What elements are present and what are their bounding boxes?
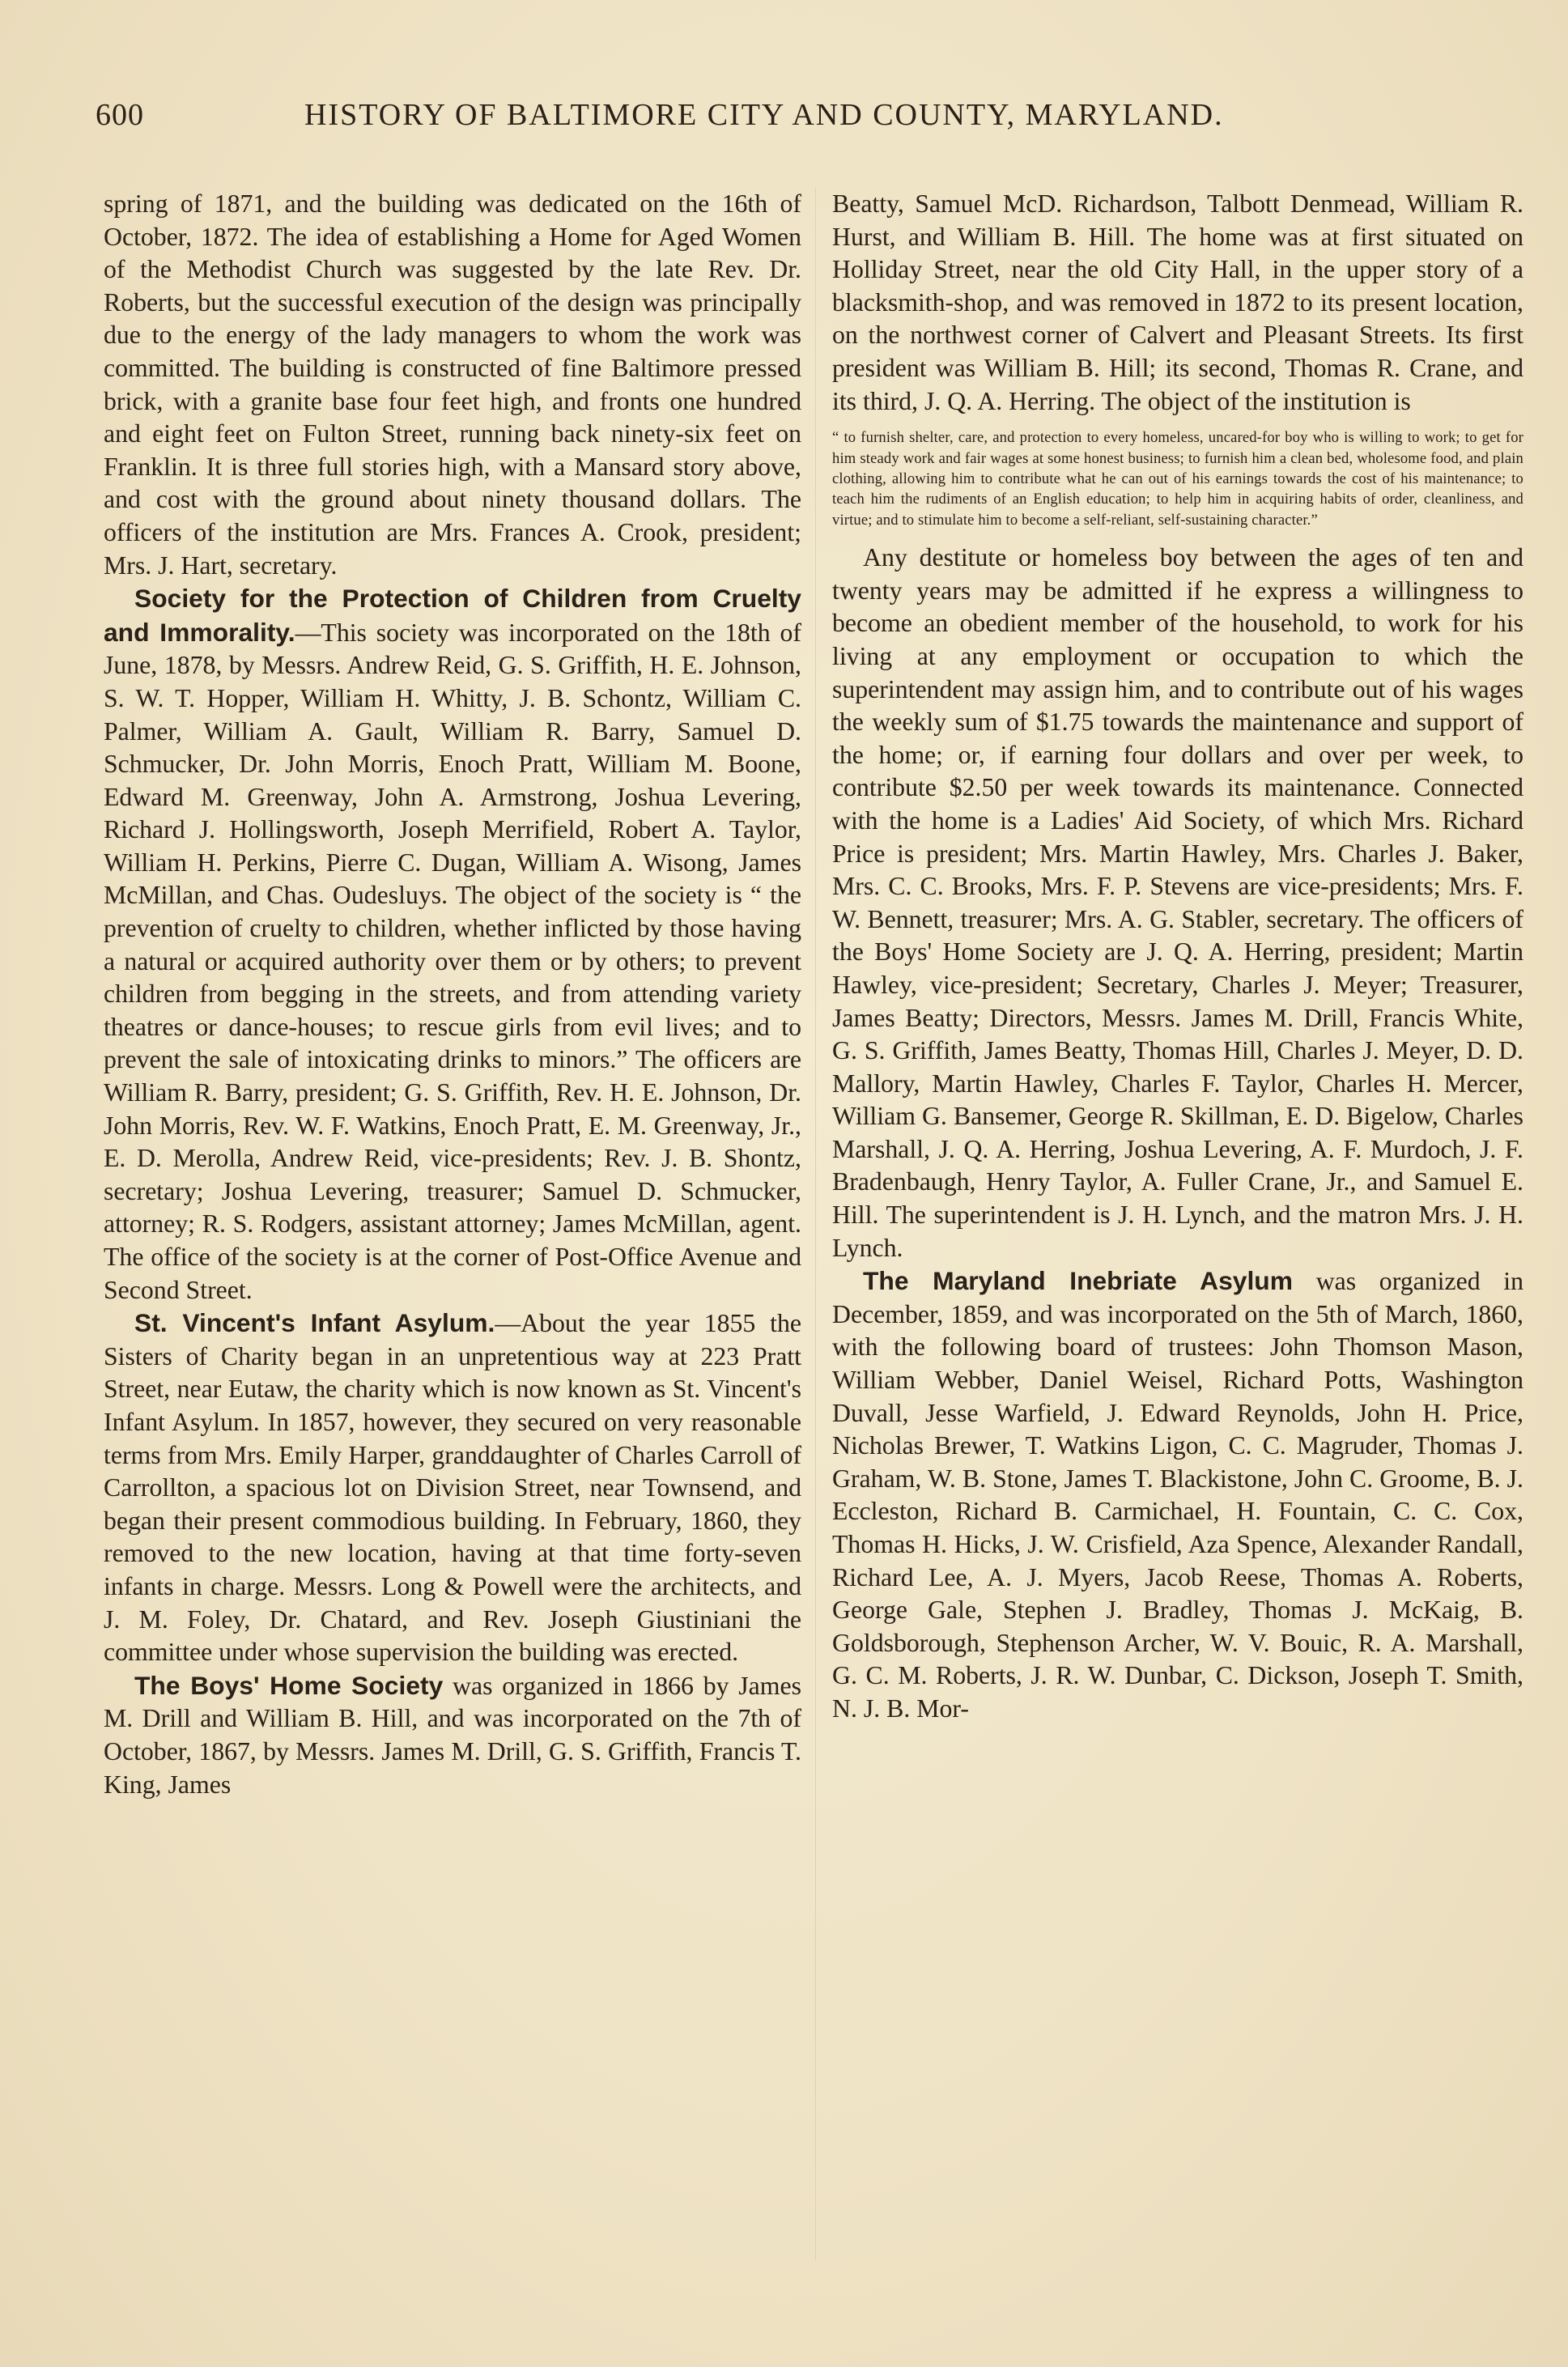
paragraph-body: —This society was incorporated on the 18th of June, 1878, by Messrs. Andrew Reid, G. S. Griffith, H. E. Johnson, S. W. T. Hopper, William H. Whitty, J. B. Schontz, William C. Palmer, William A. Gault, William R. Barry, Samuel D. Schmucker, Dr. John Morris, Enoch Pratt, William M. Boone, Edward M. Greenway, John A. Armstrong, Joshua Levering, Richard J. Hollingsworth, Joseph Merrifield, Robert A. Taylor, William H. Perkins, Pierre C. Dugan, William A. Wisong, James McMillan, and Chas. Oudesluys. The object of the society is “ the prevention of cruelty to children, whether inflicted by those having a natural or acquired authority over them or by others; to prevent children from begging in the streets, and from attending variety theatres or dance-houses; to rescue girls from evil lives; and to prevent the sale of intoxicating drinks to minors.” The officers are William R. Barry, president; G. S. Griffith, Rev. H. E. Johnson, Dr. John Morris, Rev. W. F. Watkins, Enoch Pratt, E. M. Greenway, Jr., E. D. Merolla, Andrew Reid, vice-presidents; Rev. J. B. Shontz, secretary; Joshua Levering, treasurer; Samuel D. Schmucker, attorney; R. S. Rodgers, assistant attorney; James McMillan, agent. The office of the society is at the corner of Post-Office Avenue and Second Street. (104, 618, 802, 1304)
paragraph-admission-terms: Any destitute or homeless boy between the ages of ten and twenty years may be admitted if he express a willingness to become an obedient member of the household, to work for his living at any employment or occupation to which the superintendent may assign him, and to contribute out of his wages the weekly sum of $1.75 towards the maintenance and support of the home; or, if earning four dollars and over per week, to contribute $2.50 per week towards its maintenance. Connected with the home is a Ladies' Aid Society, of which Mrs. Richard Price is president; Mrs. Martin Hawley, Mrs. Charles J. Baker, Mrs. C. C. Brooks, Mrs. F. P. Stevens are vice-presidents; Mrs. F. W. Bennett, treasurer; Mrs. A. G. Stabler, secretary. The officers of the Boys' Home Society are J. Q. A. Herring, president; Martin Hawley, vice-president; Secretary, Charles J. Meyer; Treasurer, James Beatty; Directors, Messrs. James M. Drill, Francis White, G. S. Griffith, James Beatty, Thomas Hill, Charles J. Meyer, D. D. Mallory, Martin Hawley, Charles F. Taylor, Charles H. Mercer, William G. Bansemer, George R. Skillman, E. D. Bigelow, Charles Marshall, J. Q. A. Herring, Joshua Levering, A. F. Murdoch, J. F. Bradenbaugh, Henry Taylor, A. Fuller Crane, Jr., and Samuel E. Hill. The superintendent is J. H. Lynch, and the matron Mrs. J. H. Lynch. (832, 543, 1523, 1262)
right-column (832, 188, 1523, 1726)
section-heading-children-protection: Society for the Protection of Children from Cruelty and Immorality. (104, 584, 801, 647)
paragraph-aged-women-home: spring of 1871, and the building was dedicated on the 16th of October, 1872. The idea of establishing a Home for Aged Women of the Methodist Church was suggested by the late Rev. Dr. Roberts, but the successful execution of the design was principally due to the energy of the lady managers to whom the work was committed. The building is constructed of fine Baltimore pressed brick, with a granite base four feet high, and fronts one hundred and eight feet on Fulton Street, running back ninety-six feet on Franklin. It is three full stories high, with a Mansard story above, and cost with the ground about ninety thousand dollars. The officers of the institution are Mrs. Frances A. Crook, president; Mrs. J. Hart, secretary. (104, 189, 801, 580)
section-heading-st-vincents: St. Vincent's Infant Asylum. (134, 1308, 495, 1338)
block-quote-institution-object: “ to furnish shelter, care, and protection to every homeless, uncared-for boy who is willing to work; to get for him steady work and fair wages at some honest business; to furnish him a clean bed, wholesome food, and plain clothing, allowing him to contribute what he can out of his earnings towards the cost of his maintenance; to teach him the rudiments of an English education; to help him in acquiring habits of order, cleanliness, and virtue; and to stimulate him to become a self-reliant, self-sustaining character.” (832, 429, 1523, 529)
paragraph-children-protection-society (104, 582, 801, 1307)
running-head: HISTORY OF BALTIMORE CITY AND COUNTY, MARYLAND. (304, 98, 1224, 132)
paragraph-boys-home-society (104, 1669, 801, 1801)
paragraph-inebriate-asylum (832, 1264, 1523, 1725)
page-header (96, 97, 1326, 146)
paragraph-body: was organized in 1866 by James M. Drill and William B. Hill, and was incorporated on the 7th of October, 1867, by Messrs. James M. Drill, G. S. Griffith, Francis T. King, James (104, 1671, 801, 1799)
paragraph-boys-home-continued: Beatty, Samuel McD. Richardson, Talbott Denmead, William R. Hurst, and William B. Hill. The home was at first situated on Holliday Street, near the old City Hall, in the upper story of a blacksmith-shop, and was removed in 1872 to its present location, on the northwest corner of Calvert and Pleasant Streets. Its first president was William B. Hill; its second, Thomas R. Crane, and its third, J. Q. A. Herring. The object of the institution is (832, 189, 1523, 415)
paragraph-st-vincents-asylum (104, 1307, 801, 1669)
section-heading-inebriate-asylum: The Maryland Inebriate Asylum (863, 1266, 1294, 1296)
paragraph-body: was organized in December, 1859, and was incorporated on the 5th of March, 1860, with the following board of trustees: John Thomson Mason, William Webber, Daniel Weisel, Richard Potts, Washington Duvall, Jesse Warfield, J. Edward Reynolds, John H. Price, Nicholas Brewer, T. Watkins Ligon, C. C. Magruder, Thomas J. Graham, W. B. Stone, James T. Blackistone, John C. Groome, B. J. Eccleston, Richard B. Carmichael, H. Fountain, C. C. Cox, Thomas H. Hicks, J. W. Crisfield, Aza Spence, Alexander Randall, Richard Lee, A. J. Myers, Jacob Reese, Thomas A. Roberts, George Gale, Stephen J. Bradley, Thomas J. McKaig, B. Goldsborough, Stephenson Archer, W. V. Bouic, R. A. Marshall, G. C. M. Roberts, J. R. W. Dunbar, C. Dickson, Joseph T. Smith, N. J. B. Mor- (832, 1267, 1523, 1723)
section-heading-boys-home: The Boys' Home Society (134, 1670, 444, 1700)
page-number: 600 (96, 98, 144, 132)
paragraph-body: —About the year 1855 the Sisters of Charity began in an unpretentious way at 223 Pratt Street, near Eutaw, the charity which is now known as St. Vincent's Infant Asylum. In 1857, however, they secured on very reasonable terms from Mrs. Emily Harper, granddaughter of Charles Carroll of Carrollton, a spacious lot on Division Street, near Townsend, and began their present commodious building. In February, 1860, they removed to the new location, having at that time forty-seven infants in charge. Messrs. Long & Powell were the architects, and J. M. Foley, Dr. Chatard, and Rev. Joseph Giustiniani the committee under whose supervision the building was erected. (104, 1309, 801, 1667)
left-column (104, 188, 801, 1801)
column-divider (815, 188, 816, 2260)
